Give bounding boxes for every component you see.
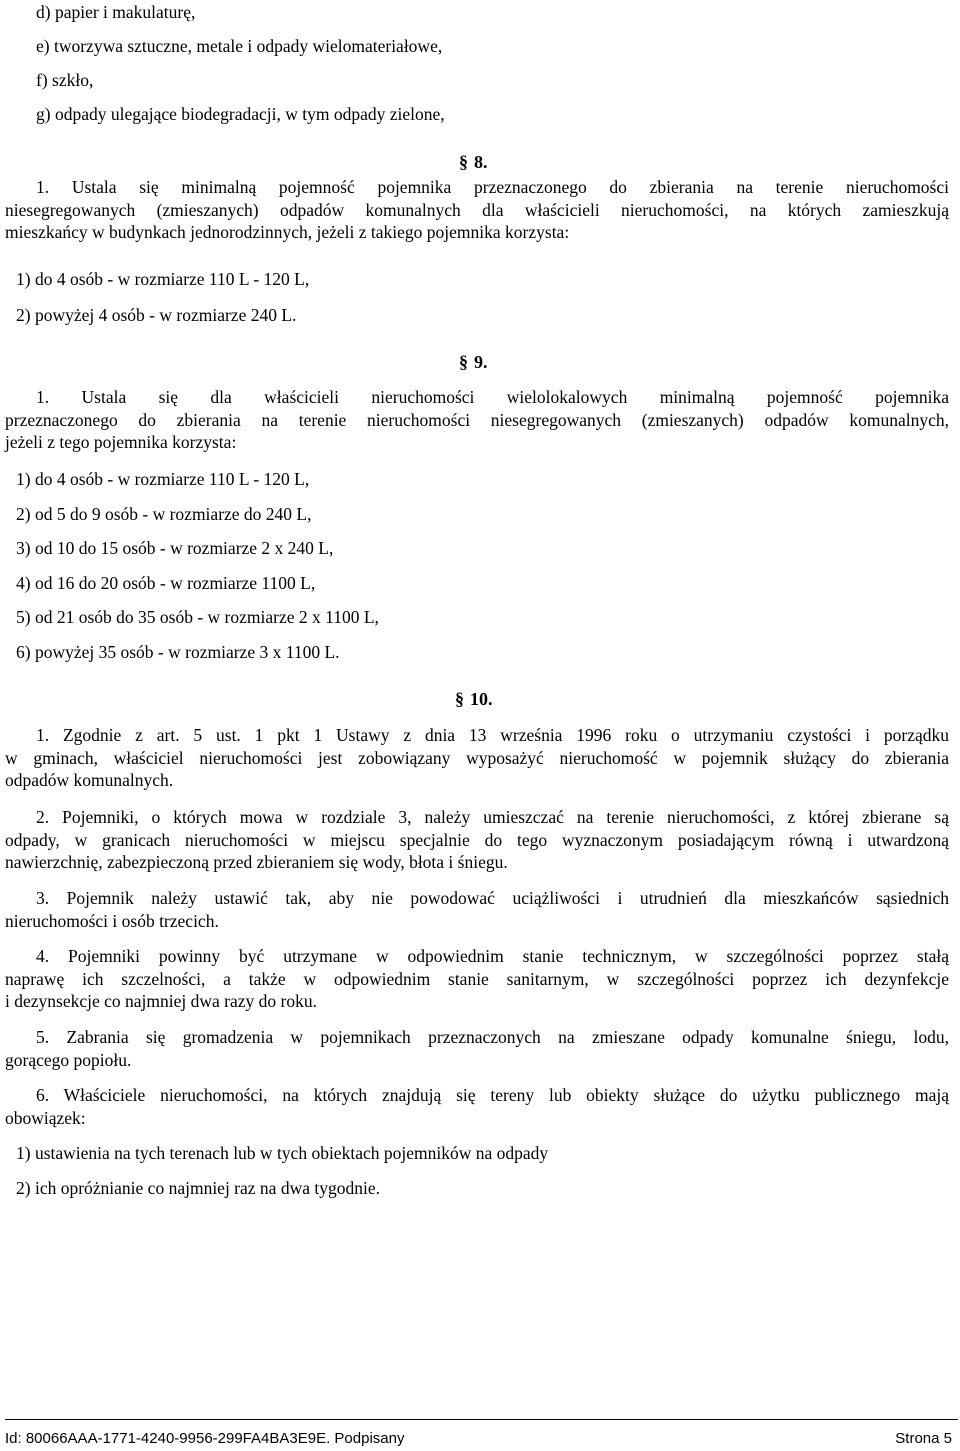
s10-paragraph-4 [5,945,949,1013]
paragraph-row: odpady, w granicach nieruchomości w miejscu specjalnie do tego wyznaczonym posiadającym równą i utwardzoną [5,829,949,850]
s9-item-5: 5) od 21 osób do 35 osób - w rozmiarze 2 x 1100 L, [16,607,379,627]
s9-item-2: 2) od 5 do 9 osób - w rozmiarze do 240 L, [16,504,312,524]
paragraph-row: 6. Właściciele nieruchomości, na których znajdują się tereny lub obiekty służące do użytku publicznego mają [36,1085,949,1105]
paragraph-row: nieruchomości i osób trzecich. [5,910,219,931]
paragraph-row: 1. Ustala się dla właścicieli nieruchomości wielolokalowych minimalną pojemność pojemnika [36,387,949,407]
s8-item-2: 2) powyżej 4 osób - w rozmiarze 240 L. [16,305,297,325]
paragraph-row: nawierzchnię, zabezpieczoną przed zbieraniem się wody, błota i śniegu. [5,852,508,872]
s10-paragraph-2 [5,806,949,874]
section-heading-8 [459,151,488,173]
footer-document-id: Id: 80066AAA-1771-4240-9956-299FA4BA3E9E. Podpisany [5,1430,405,1447]
section-heading-9 [459,351,488,373]
section-number: 9. [474,352,488,372]
s9-item-6: 6) powyżej 35 osób - w rozmiarze 3 x 1100 L. [16,642,340,662]
s9-paragraph-1 [5,386,949,454]
list-item-e: e) tworzywa sztuczne, metale i odpady wielomateriałowe, [36,36,443,56]
s9-item-3: 3) od 10 do 15 osób - w rozmiarze 2 x 240 L, [16,538,334,558]
section-heading-10 [455,688,493,710]
section-number: 8. [474,152,488,172]
s10-paragraph-1 [5,724,949,792]
paragraph-row: jeżeli z tego pojemnika korzysta: [5,432,237,452]
s10-item-1: 1) ustawienia na tych terenach lub w tych obiektach pojemników na odpady [16,1143,549,1163]
footer-page-number: Strona 5 [895,1430,952,1447]
footer-rule [5,1419,958,1420]
paragraph-row: niesegregowanych (zmieszanych) odpadów komunalnych dla właścicieli nieruchomości, na których zamieszkują [5,199,949,220]
s10-paragraph-5 [5,1026,949,1071]
section-number: 10. [470,689,493,709]
s9-item-1: 1) do 4 osób - w rozmiarze 110 L - 120 L, [16,469,310,489]
paragraph-row: odpadów komunalnych. [5,770,174,790]
paragraph-row: 1. Zgodnie z art. 5 ust. 1 pkt 1 Ustawy z dnia 13 września 1996 roku o utrzymaniu czystości i porządku [36,725,949,745]
s9-item-4: 4) od 16 do 20 osób - w rozmiarze 1100 L, [16,573,316,593]
s10-paragraph-3 [5,887,949,932]
list-item-f: f) szkło, [36,70,94,90]
paragraph-row: 4. Pojemniki powinny być utrzymane w odpowiednim stanie technicznym, w szczególności poprzez stałą [36,946,949,966]
paragraph-row: 5. Zabrania się gromadzenia w pojemnikach przeznaczonych na zmieszane odpady komunalne śniegu, lodu, [36,1027,949,1047]
paragraph-row: gorącego popiołu. [5,1049,132,1070]
list-item-g: g) odpady ulegające biodegradacji, w tym odpady zielone, [36,104,445,124]
paragraph-row: obowiązek: [5,1107,86,1128]
paragraph-row: 1. Ustala się minimalną pojemność pojemnika przeznaczonego do zbierania na terenie nieruchomości [36,177,949,197]
section-symbol: § [459,152,468,172]
list-item-d: d) papier i makulaturę, [36,2,196,22]
s10-item-2: 2) ich opróżnianie co najmniej raz na dwa tygodnie. [16,1178,380,1198]
paragraph-row: przeznaczonego do zbierania na terenie nieruchomości niesegregowanych (zmieszanych) odpadów komunalnych, [5,409,949,430]
paragraph-row: naprawę ich szczelności, a także w odpowiednim stanie sanitarnym, w szczególności poprzez ich dezynfekcje [5,968,949,989]
s8-item-1: 1) do 4 osób - w rozmiarze 110 L - 120 L, [16,269,310,289]
paragraph-row: w gminach, właściciel nieruchomości jest zobowiązany wyposażyć nieruchomość w pojemnik służący do zbierania [5,747,949,768]
s8-paragraph-1 [5,176,949,244]
paragraph-row: 3. Pojemnik należy ustawić tak, aby nie powodować uciążliwości i utrudnień dla mieszkańców sąsiednich [36,888,949,908]
paragraph-row: mieszkańcy w budynkach jednorodzinnych, jeżeli z takiego pojemnika korzysta: [5,222,570,242]
paragraph-row: 2. Pojemniki, o których mowa w rozdziale 3, należy umieszczać na terenie nieruchomości, z której zbierane są [36,807,949,827]
section-symbol: § [455,689,464,709]
paragraph-row: i dezynsekcje co najmniej dwa razy do roku. [5,991,317,1011]
section-symbol: § [459,352,468,372]
s10-paragraph-6 [5,1084,949,1129]
